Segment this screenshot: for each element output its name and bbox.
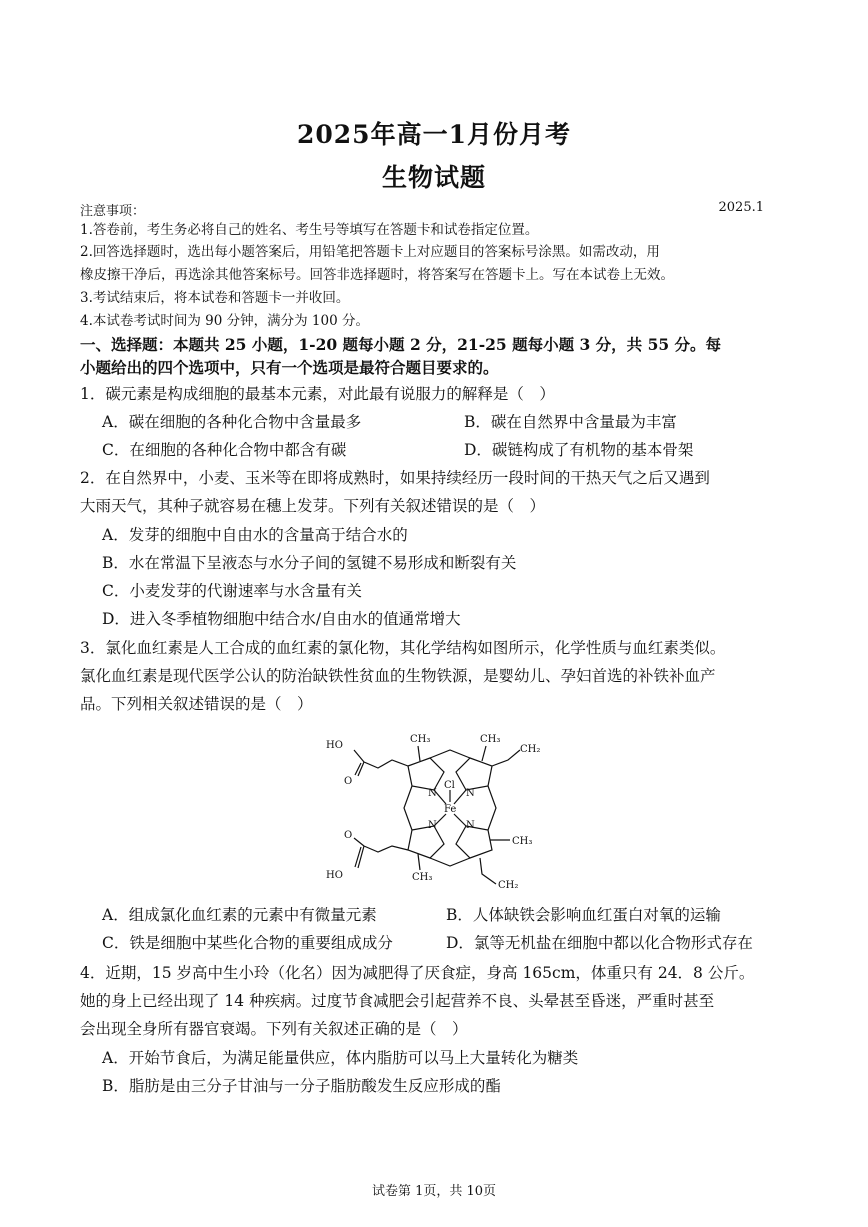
q1-option-a: A．碳在细胞的各种化合物中含量最多 — [102, 413, 362, 431]
notice-row — [80, 200, 764, 219]
note-3: 3.考试结束后，将本试卷和答题卡一并收回。 — [80, 290, 350, 306]
fig-ho-top: HO — [326, 740, 343, 751]
hemin-structure-svg — [320, 728, 560, 890]
q1-option-b: B．碳在自然界中含量最为丰富 — [464, 413, 677, 431]
q3-option-a: A．组成氯化血红素的元素中有微量元素 — [102, 906, 377, 924]
section-heading-line-1: 一、选择题：本题共 25 小题，1-20 题每小题 2 分，21-25 题每小题 3 分，共 55 分。每 — [80, 335, 722, 354]
q2-option-b: B．水在常温下呈液态与水分子间的氢键不易形成和断裂有关 — [102, 554, 517, 572]
fig-n4: N — [466, 820, 475, 831]
note-1: 1.答卷前，考生务必将自己的姓名、考生号等填写在答题卡和试卷指定位置。 — [80, 222, 539, 238]
q3-option-b: B．人体缺铁会影响血红蛋白对氧的运输 — [446, 906, 721, 924]
note-4: 4.本试卷考试时间为 90 分钟，满分为 100 分。 — [80, 313, 369, 329]
fig-ch3-bottom: CH₃ — [412, 872, 433, 883]
fig-n3: N — [428, 820, 437, 831]
exam-title: 2025年高一1月份月考 — [297, 120, 571, 149]
q1-stem: 1．碳元素是构成细胞的最基本元素，对此最有说服力的解释是（ ） — [80, 385, 555, 403]
q1-option-c: C．在细胞的各种化合物中都含有碳 — [102, 441, 347, 459]
q4-option-b: B．脂肪是由三分子甘油与一分子脂肪酸发生反应形成的酯 — [102, 1077, 501, 1095]
fig-ho-bottom: HO — [326, 870, 343, 881]
hemin-structure-figure — [320, 728, 560, 890]
q2-stem-line-2: 大雨天气，其种子就容易在穗上发芽。下列有关叙述错误的是（ ） — [80, 497, 546, 515]
fig-ch3-right: CH₃ — [512, 836, 533, 847]
fig-ch3-top-right: CH₃ — [480, 734, 501, 745]
section-heading-line-2: 小题给出的四个选项中，只有一个选项是最符合题目要求的。 — [80, 358, 499, 377]
exam-date: 2025.1 — [718, 200, 764, 215]
q3-stem-line-1: 3．氯化血红素是人工合成的血红素的氯化物，其化学结构如图所示，化学性质与血红素类似。 — [80, 639, 726, 657]
note-2b: 橡皮擦干净后，再选涂其他答案标号。回答非选择题时，将答案写在答题卡上。写在本试卷上无效。 — [80, 267, 674, 283]
q4-stem-line-1: 4．近期，15 岁高中生小玲（化名）因为减肥得了厌食症，身高 165cm，体重只有 24．8 公斤。 — [80, 964, 755, 982]
fig-ch2-bottom: CH₂ — [498, 880, 519, 890]
fig-ch2-top: CH₂ — [520, 744, 541, 755]
q3-option-d: D．氯等无机盐在细胞中都以化合物形式存在 — [446, 934, 753, 952]
q4-stem-line-3: 会出现全身所有器官衰竭。下列有关叙述正确的是（ ） — [80, 1020, 468, 1038]
fig-o-bottom: O — [344, 830, 353, 841]
fig-n1: N — [428, 788, 437, 799]
q4-option-a: A．开始节食后，为满足能量供应，体内脂肪可以马上大量转化为糖类 — [102, 1049, 579, 1067]
page-footer: 试卷第 1页，共 10页 — [371, 1184, 497, 1199]
note-2a: 2.回答选择题时，选出每小题答案后，用铅笔把答题卡上对应题目的答案标号涂黑。如需改动，用 — [80, 244, 660, 260]
fig-fe: Fe — [444, 804, 457, 815]
fig-cl: Cl — [444, 780, 455, 791]
fig-n2: N — [466, 788, 475, 799]
fig-ch3-top-left: CH₃ — [410, 734, 431, 745]
q3-option-c: C．铁是细胞中某些化合物的重要组成成分 — [102, 934, 393, 952]
fig-o-top: O — [344, 776, 353, 787]
q3-stem-line-2: 氯化血红素是现代医学公认的防治缺铁性贫血的生物铁源，是婴幼儿、孕妇首选的补铁补血产 — [80, 667, 716, 685]
q1-option-d: D．碳链构成了有机物的基本骨架 — [464, 441, 694, 459]
exam-subtitle: 生物试题 — [381, 163, 486, 192]
q2-option-d: D．进入冬季植物细胞中结合水/自由水的值通常增大 — [102, 610, 461, 628]
notice-label: 注意事项： — [80, 204, 146, 219]
q2-option-c: C．小麦发芽的代谢速率与水含量有关 — [102, 582, 362, 600]
q2-stem-line-1: 2．在自然界中，小麦、玉米等在即将成熟时，如果持续经历一段时间的干热天气之后又遇到 — [80, 469, 710, 487]
q2-option-a: A．发芽的细胞中自由水的含量高于结合水的 — [102, 526, 408, 544]
q3-stem-line-3: 品。下列相关叙述错误的是（ ） — [80, 695, 313, 713]
q4-stem-line-2: 她的身上已经出现了 14 种疾病。过度节食减肥会引起营养不良、头晕甚至昏迷，严重时甚至 — [80, 992, 715, 1010]
